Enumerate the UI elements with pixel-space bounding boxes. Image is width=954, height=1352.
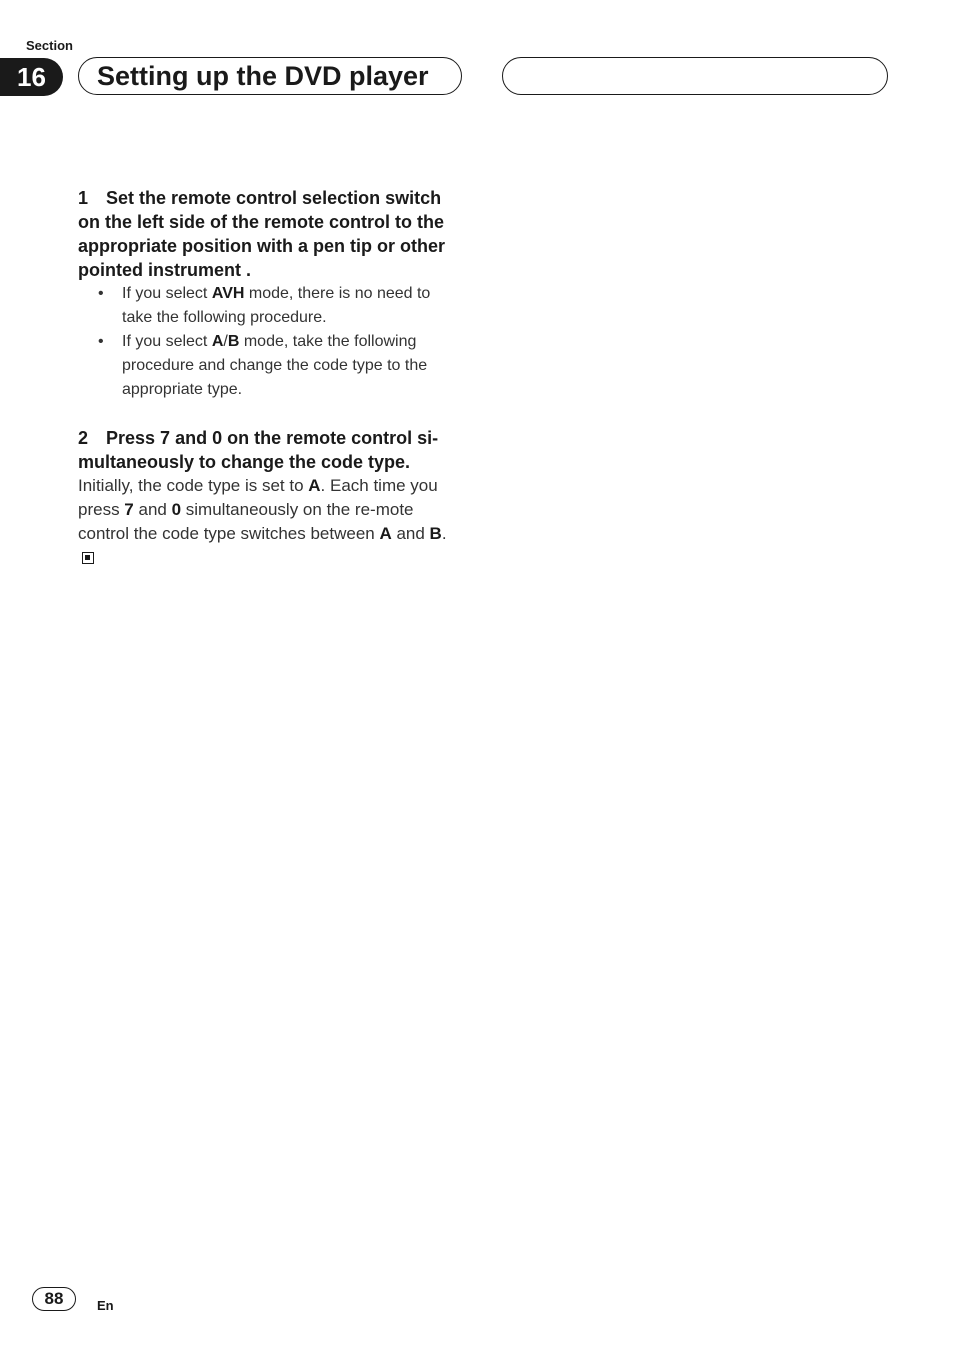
section-label: Section (26, 38, 73, 53)
step-2-body: Initially, the code type is set to A. Each time you press 7 and 0 simultaneously on the re-mote control the code type switches between A and B. (78, 474, 462, 570)
step-1-heading: 1 Set the remote control selection switch on the left side of the remote control to the appropriate position with a pen tip or other pointed instrument . (78, 188, 446, 280)
list-item: • If you select AVH mode, there is no need to take the following procedure. (98, 285, 431, 326)
step-2-heading: 2 Press 7 and 0 on the remote control si-multaneously to change the code type. (78, 428, 439, 472)
language-label: En (97, 1298, 114, 1313)
main-content (78, 186, 462, 570)
section-number-badge: 16 (0, 58, 63, 96)
step-1-bullets (78, 282, 462, 402)
page-number: 88 (32, 1287, 76, 1311)
end-of-section-icon (82, 552, 94, 564)
page-title: Setting up the DVD player (78, 57, 462, 95)
header-right-box (502, 57, 888, 95)
list-item: • If you select A/B mode, take the following procedure and change the code type to the appropriate type. (98, 333, 428, 398)
